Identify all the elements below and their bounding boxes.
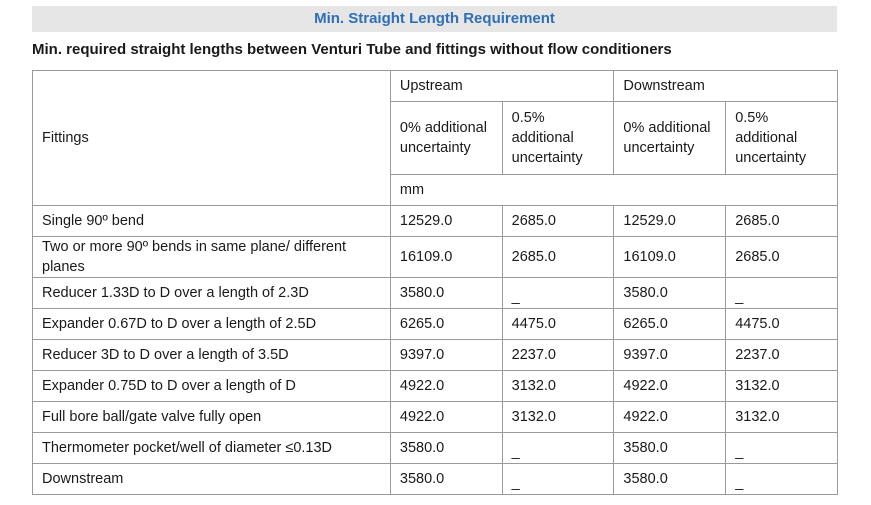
section-title: Min. Straight Length Requirement bbox=[32, 6, 837, 32]
fitting-name: Expander 0.75D to D over a length of D bbox=[33, 371, 391, 402]
upstream-0pct-value: 4922.0 bbox=[390, 371, 502, 402]
empty-dash: _ bbox=[511, 444, 520, 460]
fitting-name: Reducer 1.33D to D over a length of 2.3D bbox=[33, 278, 391, 309]
downstream-0pct-value: 3580.0 bbox=[614, 433, 726, 464]
upstream-05pct-value: 3132.0 bbox=[502, 371, 614, 402]
downstream-05pct-value: 4475.0 bbox=[726, 309, 838, 340]
downstream-05pct-value: 2685.0 bbox=[726, 206, 838, 237]
fitting-name: Thermometer pocket/well of diameter ≤0.13D bbox=[33, 433, 391, 464]
empty-dash: _ bbox=[511, 475, 520, 491]
table-row bbox=[33, 206, 838, 237]
upstream-0pct-value: 12529.0 bbox=[390, 206, 502, 237]
downstream-0pct-value: 3580.0 bbox=[614, 464, 726, 495]
downstream-0pct-value: 6265.0 bbox=[614, 309, 726, 340]
downstream-05pct-value bbox=[726, 464, 838, 495]
downstream-05pct-header: 0.5% additional uncertainty bbox=[726, 102, 838, 175]
fitting-name: Full bore ball/gate valve fully open bbox=[33, 402, 391, 433]
table-row bbox=[33, 402, 838, 433]
table-row bbox=[33, 433, 838, 464]
fitting-name: Expander 0.67D to D over a length of 2.5D bbox=[33, 309, 391, 340]
upstream-05pct-value bbox=[502, 464, 614, 495]
upstream-0pct-value: 3580.0 bbox=[390, 433, 502, 464]
downstream-header: Downstream bbox=[614, 71, 838, 102]
header-row-groups bbox=[33, 71, 838, 102]
table-row bbox=[33, 464, 838, 495]
fitting-name: Single 90º bend bbox=[33, 206, 391, 237]
table-row bbox=[33, 371, 838, 402]
empty-dash: _ bbox=[735, 475, 744, 491]
upstream-0pct-value: 3580.0 bbox=[390, 278, 502, 309]
fitting-name: Two or more 90º bends in same plane/ different planes bbox=[33, 237, 391, 278]
empty-dash: _ bbox=[511, 289, 520, 305]
table-row bbox=[33, 278, 838, 309]
fittings-header: Fittings bbox=[33, 71, 391, 206]
upstream-0pct-value: 6265.0 bbox=[390, 309, 502, 340]
unit-label: mm bbox=[390, 175, 837, 206]
upstream-0pct-value: 9397.0 bbox=[390, 340, 502, 371]
downstream-0pct-value: 4922.0 bbox=[614, 371, 726, 402]
downstream-05pct-value bbox=[726, 433, 838, 464]
table-row bbox=[33, 237, 838, 278]
downstream-05pct-value: 2237.0 bbox=[726, 340, 838, 371]
upstream-05pct-header: 0.5% additional uncertainty bbox=[502, 102, 614, 175]
downstream-05pct-value bbox=[726, 278, 838, 309]
upstream-05pct-value: 2685.0 bbox=[502, 206, 614, 237]
empty-dash: _ bbox=[735, 289, 744, 305]
fitting-name: Reducer 3D to D over a length of 3.5D bbox=[33, 340, 391, 371]
fitting-name: Downstream bbox=[33, 464, 391, 495]
upstream-05pct-value: 2685.0 bbox=[502, 237, 614, 278]
table-row bbox=[33, 309, 838, 340]
upstream-05pct-value: 4475.0 bbox=[502, 309, 614, 340]
upstream-05pct-value: 3132.0 bbox=[502, 402, 614, 433]
straight-length-table bbox=[32, 70, 838, 495]
upstream-05pct-value bbox=[502, 278, 614, 309]
table-row bbox=[33, 340, 838, 371]
upstream-0pct-value: 4922.0 bbox=[390, 402, 502, 433]
upstream-0pct-header: 0% additional uncertainty bbox=[390, 102, 502, 175]
upstream-header: Upstream bbox=[390, 71, 614, 102]
downstream-05pct-value: 3132.0 bbox=[726, 402, 838, 433]
downstream-0pct-value: 16109.0 bbox=[614, 237, 726, 278]
downstream-0pct-value: 3580.0 bbox=[614, 278, 726, 309]
table-caption: Min. required straight lengths between Venturi Tube and fittings without flow conditioners bbox=[32, 41, 672, 58]
downstream-05pct-value: 2685.0 bbox=[726, 237, 838, 278]
upstream-05pct-value: 2237.0 bbox=[502, 340, 614, 371]
downstream-05pct-value: 3132.0 bbox=[726, 371, 838, 402]
upstream-0pct-value: 16109.0 bbox=[390, 237, 502, 278]
upstream-0pct-value: 3580.0 bbox=[390, 464, 502, 495]
downstream-0pct-header: 0% additional uncertainty bbox=[614, 102, 726, 175]
downstream-0pct-value: 9397.0 bbox=[614, 340, 726, 371]
downstream-0pct-value: 4922.0 bbox=[614, 402, 726, 433]
upstream-05pct-value bbox=[502, 433, 614, 464]
downstream-0pct-value: 12529.0 bbox=[614, 206, 726, 237]
empty-dash: _ bbox=[735, 444, 744, 460]
